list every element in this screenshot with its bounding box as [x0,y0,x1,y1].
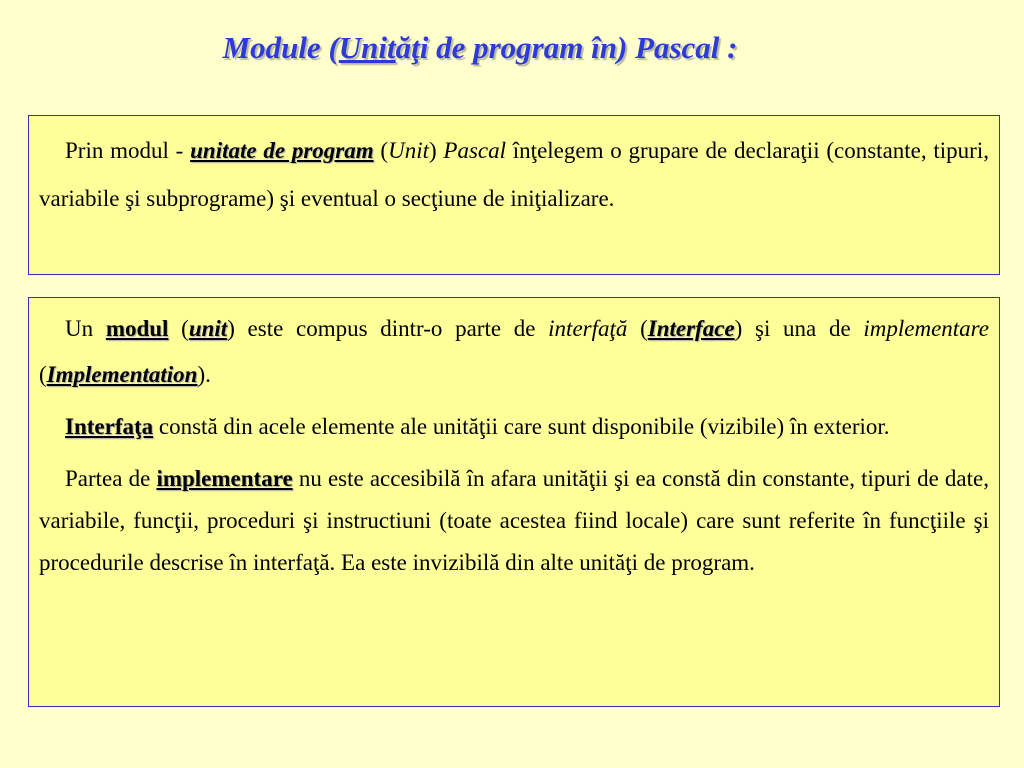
title-part-2-underlined: Unit [338,30,396,65]
title-part-3: ăţi de program în) Pascal : [395,30,738,65]
text-span: nu este accesibilă în afara unităţii şi ea constă din constante, tipuri de date, variabile, funcţii, proceduri şi instructiuni (toate acestea fiind locale) care sunt referite în funcţiile şi procedurile descrise în interfaţă. Ea este invizibilă din alte unităţi de program. [39,466,989,575]
text-span: ( [373,138,389,163]
slide-title [0,30,960,66]
implementation-paragraph [39,458,989,584]
italic-implementare: implementare [863,316,989,341]
text-span: ( [39,362,47,387]
structure-box [28,297,1000,707]
text-span: ). [197,362,211,387]
text-span: ) este compus dintr-o parte de [227,316,549,341]
keyword-implementare: implementare [156,466,293,491]
definition-box [28,115,1000,275]
keyword-implementation: Implementation [46,362,198,387]
italic-pascal: Pascal [443,138,507,163]
italic-interfata: interfaţă [548,316,628,341]
text-span: constă din acele elemente ale unităţii care sunt disponibile (vizibile) în exterior. [153,414,890,439]
title-part-1: Module ( [222,30,339,65]
keyword-interface: Interface [647,316,735,341]
interface-paragraph [39,408,989,446]
definition-paragraph [39,127,989,223]
keyword-unit: unit [188,316,228,341]
keyword-unitate-de-program: unitate de program [190,138,374,163]
keyword-modul: modul [105,316,169,341]
text-span: Partea de [65,466,157,491]
keyword-interfata: Interfaţa [65,414,154,439]
text-span: ( [627,316,648,341]
text-span: Prin modul - [65,138,191,163]
text-span: înţelegem o grupare de declaraţii (constante, tipuri, variabile şi subprograme) şi eventual o secţiune de iniţializare. [39,138,989,211]
text-span: ( [168,316,189,341]
text-span: ) [428,138,444,163]
italic-unit: Unit [388,138,429,163]
text-span: Un [65,316,106,341]
unit-structure-paragraph [39,306,989,398]
text-span: ) şi una de [734,316,864,341]
